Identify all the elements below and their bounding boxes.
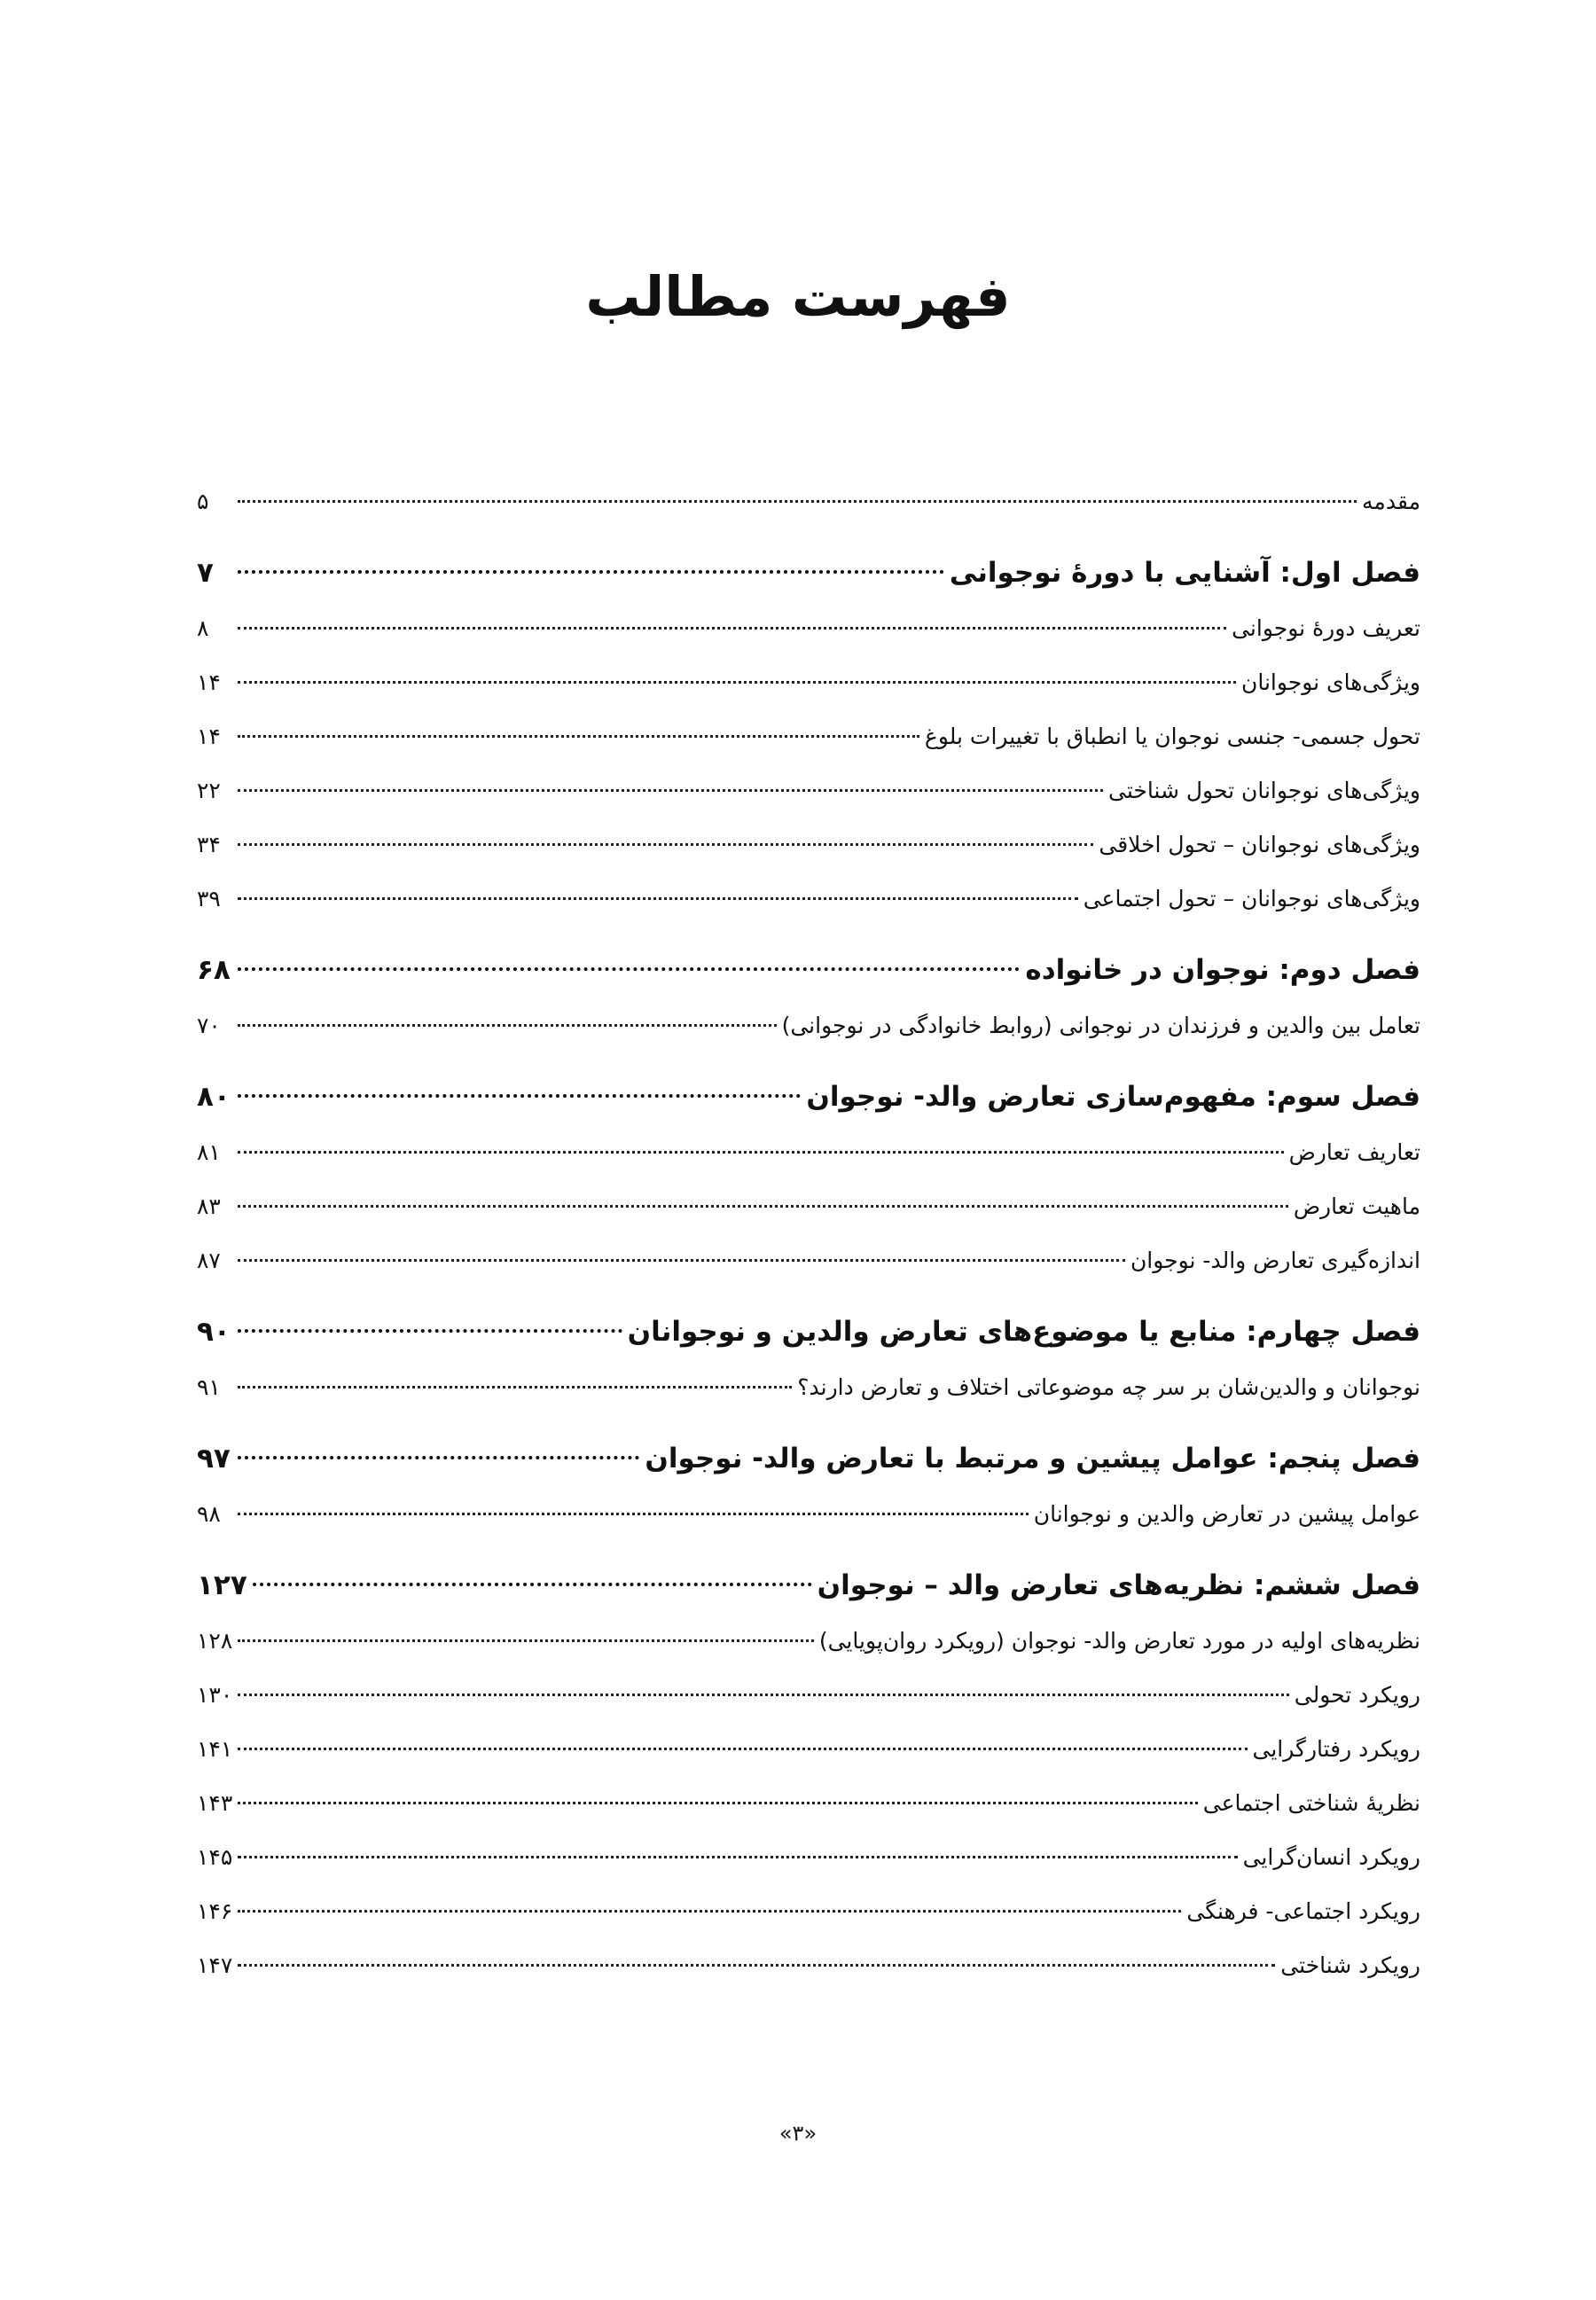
toc-entry-title: نوجوانان و والدین‌شان بر سر چه موضوعاتی اختلاف و تعارض دارند؟ [797,1374,1420,1400]
toc-entry-page-number: ۱۲۷ [197,1569,247,1601]
toc-entry-page-number: ۳۹ [197,886,221,911]
toc-section-row[interactable] [197,998,1420,1052]
toc-section-row[interactable] [197,709,1420,763]
toc-section-row[interactable] [197,1668,1420,1722]
toc-entry-page-number: ۱۴۷ [197,1952,233,1978]
toc-entry-title: فصل چهارم: منابع یا موضوع‌های تعارض والدین و نوجوانان [627,1316,1420,1348]
toc-section-row[interactable] [197,1360,1420,1414]
toc-section-row[interactable] [197,655,1420,709]
dot-leader [238,1694,1288,1696]
toc-entry-page-number: ۷۰ [197,1013,221,1038]
dot-leader [238,570,944,574]
dot-leader [238,735,919,738]
toc-section-row[interactable] [197,1884,1420,1938]
toc-entry-page-number: ۵ [197,489,209,514]
dot-leader [238,1456,639,1459]
toc-entry-page-number: ۶۸ [197,954,231,986]
toc-section-row[interactable] [197,1722,1420,1776]
dot-leader [238,1802,1197,1804]
toc-entry-title: ویژگی‌های نوجوانان تحول شناختی [1107,778,1420,803]
toc-entry-title: رویکرد انسان‌گرایی [1242,1844,1420,1870]
toc-entry-title: رویکرد شناختی [1280,1952,1420,1978]
toc-entry-title: ویژگی‌های نوجوانان – تحول اجتماعی [1083,886,1420,911]
toc-section-row[interactable] [197,1614,1420,1668]
toc-entry-page-number: ۱۲۸ [197,1628,233,1654]
toc-entry-page-number: ۸۷ [197,1248,221,1273]
toc-entry-title: تعریف دورۀ نوجوانی [1232,615,1420,641]
toc-section-row[interactable] [197,1125,1420,1179]
toc-entry-title: عوامل پیشین در تعارض والدین و نوجوانان [1033,1501,1420,1527]
toc-entry-title: فصل سوم: مفهوم‌سازی تعارض والد- نوجوان [806,1081,1420,1113]
dot-leader [238,1513,1029,1515]
toc-entry-title: رویکرد تحولی [1294,1682,1420,1708]
dot-leader [238,1024,777,1027]
toc-section-row[interactable] [197,474,1420,528]
toc-entry-title: رویکرد رفتارگرایی [1252,1736,1420,1762]
toc-entry-page-number: ۱۴۱ [197,1736,233,1762]
dot-leader [238,789,1103,792]
toc-section-row[interactable] [197,872,1420,926]
toc-chapter-row[interactable] [197,942,1420,998]
dot-leader [238,1910,1181,1913]
toc-entry-title: فصل اول: آشنایی با دورۀ نوجوانی [949,557,1420,589]
toc-entry-title: فصل پنجم: عوامل پیشین و مرتبط با تعارض والد- نوجوان [645,1443,1420,1475]
toc-entry-page-number: ۹۸ [197,1501,221,1527]
toc-entry-page-number: ۸۱ [197,1139,221,1165]
dot-leader [238,627,1226,630]
dot-leader [238,1259,1125,1262]
dot-leader [238,1386,792,1389]
dot-leader [238,1748,1247,1750]
dot-leader [238,897,1078,900]
toc-entry-page-number: ۷ [197,557,214,589]
toc-entry-title: تحول جسمی- جنسی نوجوان یا انطباق با تغییرات بلوغ [924,724,1420,749]
dot-leader [238,681,1236,684]
dot-leader [238,843,1093,846]
toc-section-row[interactable] [197,1776,1420,1830]
toc-entry-page-number: ۱۴۳ [197,1790,233,1816]
dot-leader [238,1205,1288,1208]
toc-entry-page-number: ۱۴ [197,669,221,695]
toc-chapter-row[interactable] [197,1068,1420,1125]
table-of-contents [197,474,1420,1992]
toc-entry-page-number: ۹۷ [197,1443,231,1475]
toc-section-row[interactable] [197,1233,1420,1287]
dot-leader [238,1094,801,1098]
toc-entry-title: تعامل بین والدین و فرزندان در نوجوانی (روابط خانوادگی در نوجوانی) [781,1013,1420,1038]
toc-section-row[interactable] [197,1830,1420,1884]
toc-section-row[interactable] [197,1179,1420,1233]
toc-entry-title: فصل ششم: نظریه‌های تعارض والد – نوجوان [817,1569,1420,1601]
dot-leader [238,1639,814,1642]
toc-section-row[interactable] [197,1938,1420,1992]
dot-leader [238,500,1357,503]
toc-entry-title: اندازه‌گیری تعارض والد- نوجوان [1130,1248,1420,1273]
toc-entry-title: نظریۀ شناختی اجتماعی [1202,1790,1420,1816]
toc-chapter-row[interactable] [197,1430,1420,1487]
toc-entry-title: نظریه‌های اولیه در مورد تعارض والد- نوجوان (رویکرد روان‌پویایی) [818,1628,1420,1654]
toc-entry-page-number: ۹۰ [197,1316,231,1348]
toc-entry-title: رویکرد اجتماعی- فرهنگی [1186,1898,1420,1924]
toc-section-row[interactable] [197,1487,1420,1541]
toc-entry-page-number: ۱۳۰ [197,1682,233,1708]
toc-entry-title: ویژگی‌های نوجوانان [1240,669,1420,695]
toc-chapter-row[interactable] [197,1303,1420,1360]
toc-entry-title: فصل دوم: نوجوان در خانواده [1025,954,1420,986]
toc-entry-page-number: ۱۴۵ [197,1844,233,1870]
dot-leader [238,1329,622,1333]
toc-entry-page-number: ۸۰ [197,1081,231,1113]
toc-entry-page-number: ۱۴ [197,724,221,749]
toc-entry-page-number: ۹۱ [197,1374,221,1400]
dot-leader [238,967,1020,971]
toc-section-row[interactable] [197,601,1420,655]
toc-entry-page-number: ۳۴ [197,832,221,857]
toc-chapter-row[interactable] [197,1557,1420,1614]
toc-entry-title: ویژگی‌های نوجوانان – تحول اخلاقی [1099,832,1420,857]
toc-entry-page-number: ۸ [197,615,209,641]
toc-entry-page-number: ۸۳ [197,1193,221,1219]
toc-entry-page-number: ۲۲ [197,778,221,803]
dot-leader [253,1583,812,1586]
page-number: «۳» [778,2121,818,2146]
toc-entry-title: ماهیت تعارض [1293,1193,1420,1219]
toc-entry-title: مقدمه [1362,489,1420,514]
toc-section-row[interactable] [197,763,1420,818]
dot-leader [238,1964,1275,1967]
toc-entry-page-number: ۱۴۶ [197,1898,233,1924]
toc-entry-title: تعاریف تعارض [1288,1139,1420,1165]
dot-leader [238,1856,1237,1858]
page-title: فهرست مطالب [585,264,1011,329]
dot-leader [238,1151,1284,1154]
toc-chapter-row[interactable] [197,544,1420,601]
toc-section-row[interactable] [197,818,1420,872]
